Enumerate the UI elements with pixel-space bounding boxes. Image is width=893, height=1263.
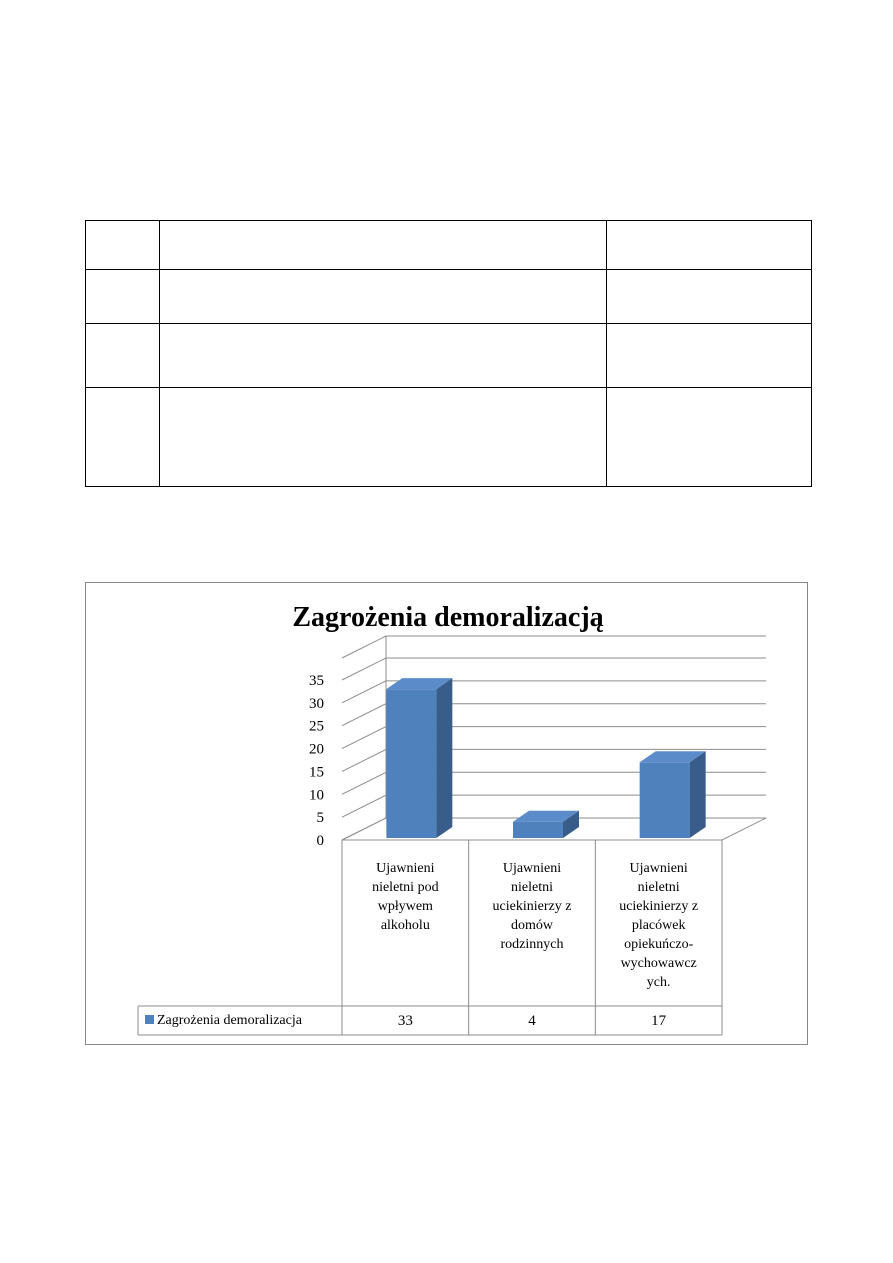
x-category-label-line: uciekinierzy z xyxy=(619,899,699,914)
x-category-label-line: ych. xyxy=(646,975,671,990)
legend-label: Zagrożenia demoralizacja xyxy=(157,1013,302,1028)
y-axis-ticks xyxy=(309,673,324,849)
x-category-label-line: Ujawnieni xyxy=(629,861,688,876)
y-tick-label: 15 xyxy=(309,764,324,781)
x-category-label-line: wpływem xyxy=(377,899,433,914)
table-cell xyxy=(86,270,160,324)
x-category-label-line: wychowawcz xyxy=(620,956,697,971)
empty-grid-table xyxy=(85,220,812,487)
table-cell xyxy=(86,388,160,487)
x-category-label-line: nieletni xyxy=(511,880,553,895)
table-cell xyxy=(607,221,812,270)
y-tick-label: 10 xyxy=(309,787,324,804)
y-tick-label: 5 xyxy=(316,810,324,827)
data-value-label: 4 xyxy=(528,1013,536,1029)
gridline-side xyxy=(342,772,386,794)
x-category-label-line: uciekinierzy z xyxy=(492,899,572,914)
x-category-label-line: opiekuńczo- xyxy=(624,937,694,952)
gridline-side xyxy=(342,636,386,658)
legend-swatch xyxy=(145,1015,154,1024)
table-cell xyxy=(607,388,812,487)
gridline-side xyxy=(342,795,386,817)
y-tick-label: 25 xyxy=(309,718,324,735)
bar-front xyxy=(640,762,690,838)
table-cell xyxy=(160,324,607,388)
bar-side xyxy=(690,751,706,838)
x-category-label-line: alkoholu xyxy=(380,918,430,933)
gridline-side xyxy=(342,727,386,749)
x-category-label-line: placówek xyxy=(631,918,686,933)
chart-title: Zagrożenia demoralizacją xyxy=(292,602,604,633)
bar-chart xyxy=(86,583,807,1044)
x-category-label xyxy=(372,861,439,933)
y-tick-label: 0 xyxy=(316,833,324,849)
gridline-side xyxy=(342,681,386,703)
x-category-label xyxy=(493,861,572,952)
x-category-label-line: Ujawnieni xyxy=(502,861,562,876)
gridline-side xyxy=(342,749,386,771)
y-tick-label: 20 xyxy=(309,741,324,758)
table-cell xyxy=(160,270,607,324)
table-cell xyxy=(160,388,607,487)
y-tick-label: 35 xyxy=(309,673,324,689)
bar xyxy=(640,751,706,838)
x-category-label-line: nieletni xyxy=(637,880,680,895)
bar-front xyxy=(386,689,436,838)
y-tick-label: 30 xyxy=(309,695,324,712)
table-cell xyxy=(607,324,812,388)
data-value-label: 33 xyxy=(397,1013,413,1029)
x-category-label-line: domów xyxy=(511,918,553,933)
chart-frame xyxy=(85,582,808,1045)
data-value-label: 17 xyxy=(651,1013,667,1029)
table-cell xyxy=(607,270,812,324)
gridline-side xyxy=(342,658,386,680)
x-category-label-line: nieletni pod xyxy=(372,880,439,895)
table-cell xyxy=(86,324,160,388)
x-category-label xyxy=(619,861,698,990)
x-category-label-line: rodzinnych xyxy=(500,937,564,952)
chart-data-table xyxy=(138,840,722,1035)
x-category-label-line: Ujawnieni xyxy=(376,861,435,876)
table-cell xyxy=(86,221,160,270)
gridline-side xyxy=(342,704,386,726)
chart-bars xyxy=(386,678,705,838)
bar xyxy=(386,678,452,838)
bar xyxy=(513,811,579,838)
table-cell xyxy=(160,221,607,270)
bar-side xyxy=(436,678,452,838)
bar-front xyxy=(513,822,563,838)
